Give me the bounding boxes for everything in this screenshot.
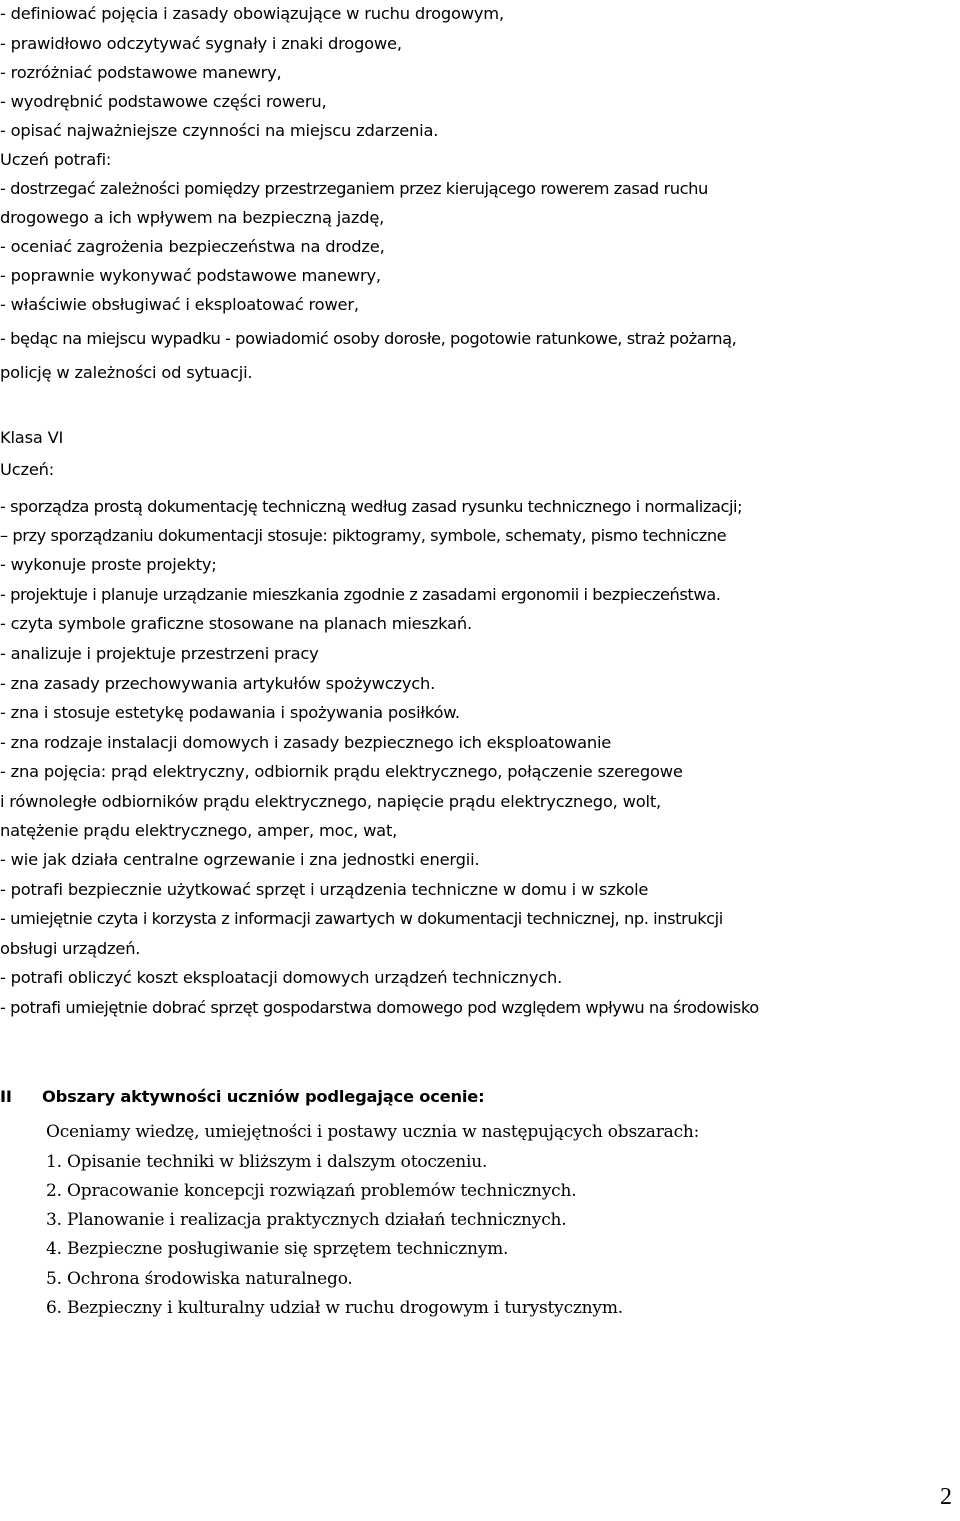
text-line: - czyta symbole graficzne stosowane na planach mieszkań. — [0, 614, 472, 633]
text-line: - wyodrębnić podstawowe części roweru, — [0, 92, 327, 111]
list-item: 3. Planowanie i realizacja praktycznych działań technicznych. — [46, 1210, 567, 1230]
text-line: - dostrzegać zależności pomiędzy przestrzeganiem przez kierującego rowerem zasad ruchu — [0, 179, 708, 198]
text-line: - rozróżniać podstawowe manewry, — [0, 63, 282, 82]
text-line: - oceniać zagrożenia bezpieczeństwa na drodze, — [0, 237, 385, 256]
text-line: - właściwie obsługiwać i eksploatować rower, — [0, 295, 359, 314]
text-line: - sporządza prostą dokumentację techniczną według zasad rysunku technicznego i normalizacji; — [0, 497, 743, 516]
list-item: 4. Bezpieczne posługiwanie się sprzętem technicznym. — [46, 1239, 509, 1259]
text-line: - umiejętnie czyta i korzysta z informacji zawartych w dokumentacji technicznej, np. instrukcji — [0, 909, 723, 928]
text-line: - zna rodzaje instalacji domowych i zasady bezpiecznego ich eksploatowanie — [0, 733, 612, 752]
class-heading: Klasa VI — [0, 428, 64, 447]
page-number: 2 — [940, 1484, 952, 1510]
intro-text: Oceniamy wiedzę, umiejętności i postawy ucznia w następujących obszarach: — [46, 1122, 700, 1142]
text-line: - potrafi umiejętnie dobrać sprzęt gospodarstwa domowego pod względem wpływu na środowisko — [0, 998, 759, 1017]
text-line: natężenie prądu elektrycznego, amper, moc, wat, — [0, 821, 398, 840]
text-line: policję w zależności od sytuacji. — [0, 363, 253, 382]
text-line: - potrafi obliczyć koszt eksploatacji domowych urządzeń technicznych. — [0, 968, 563, 987]
text-line: obsługi urządzeń. — [0, 939, 141, 958]
text-line: - zna zasady przechowywania artykułów spożywczych. — [0, 674, 436, 693]
text-line: - zna pojęcia: prąd elektryczny, odbiornik prądu elektrycznego, połączenie szeregowe — [0, 762, 683, 781]
list-item: 1. Opisanie techniki w bliższym i dalszym otoczeniu. — [46, 1152, 488, 1172]
text-line: i równoległe odbiorników prądu elektrycznego, napięcie prądu elektrycznego, wolt, — [0, 792, 661, 811]
text-line: - wykonuje proste projekty; — [0, 555, 217, 574]
text-line: - prawidłowo odczytywać sygnały i znaki drogowe, — [0, 34, 402, 53]
text-line: - poprawnie wykonywać podstawowe manewry, — [0, 266, 381, 285]
text-line: - definiować pojęcia i zasady obowiązujące w ruchu drogowym, — [0, 4, 504, 23]
text-line: drogowego a ich wpływem na bezpieczną jazdę, — [0, 208, 385, 227]
subheading-uczen-potrafi: Uczeń potrafi: — [0, 150, 112, 169]
text-line: - będąc na miejscu wypadku - powiadomić osoby dorosłe, pogotowie ratunkowe, straż pożarną, — [0, 329, 737, 348]
list-item: 5. Ochrona środowiska naturalnego. — [46, 1269, 353, 1289]
text-line: - opisać najważniejsze czynności na miejscu zdarzenia. — [0, 121, 439, 140]
text-line: - analizuje i projektuje przestrzeni pracy — [0, 644, 319, 663]
text-line: - zna i stosuje estetykę podawania i spożywania posiłków. — [0, 703, 460, 722]
uczen-label: Uczeń: — [0, 460, 55, 479]
text-line: - potrafi bezpiecznie użytkować sprzęt i urządzenia techniczne w domu i w szkole — [0, 880, 649, 899]
section-heading: Obszary aktywności uczniów podlegające ocenie: — [42, 1087, 485, 1106]
list-item: 6. Bezpieczny i kulturalny udział w ruchu drogowym i turystycznym. — [46, 1298, 623, 1318]
list-item: 2. Opracowanie koncepcji rozwiązań problemów technicznych. — [46, 1181, 577, 1201]
text-line: - projektuje i planuje urządzanie mieszkania zgodnie z zasadami ergonomii i bezpieczeństwa. — [0, 585, 721, 604]
section-roman-numeral: II — [0, 1087, 12, 1106]
text-line: – przy sporządzaniu dokumentacji stosuje: piktogramy, symbole, schematy, pismo techniczne — [0, 526, 727, 545]
text-line: - wie jak działa centralne ogrzewanie i zna jednostki energii. — [0, 850, 480, 869]
